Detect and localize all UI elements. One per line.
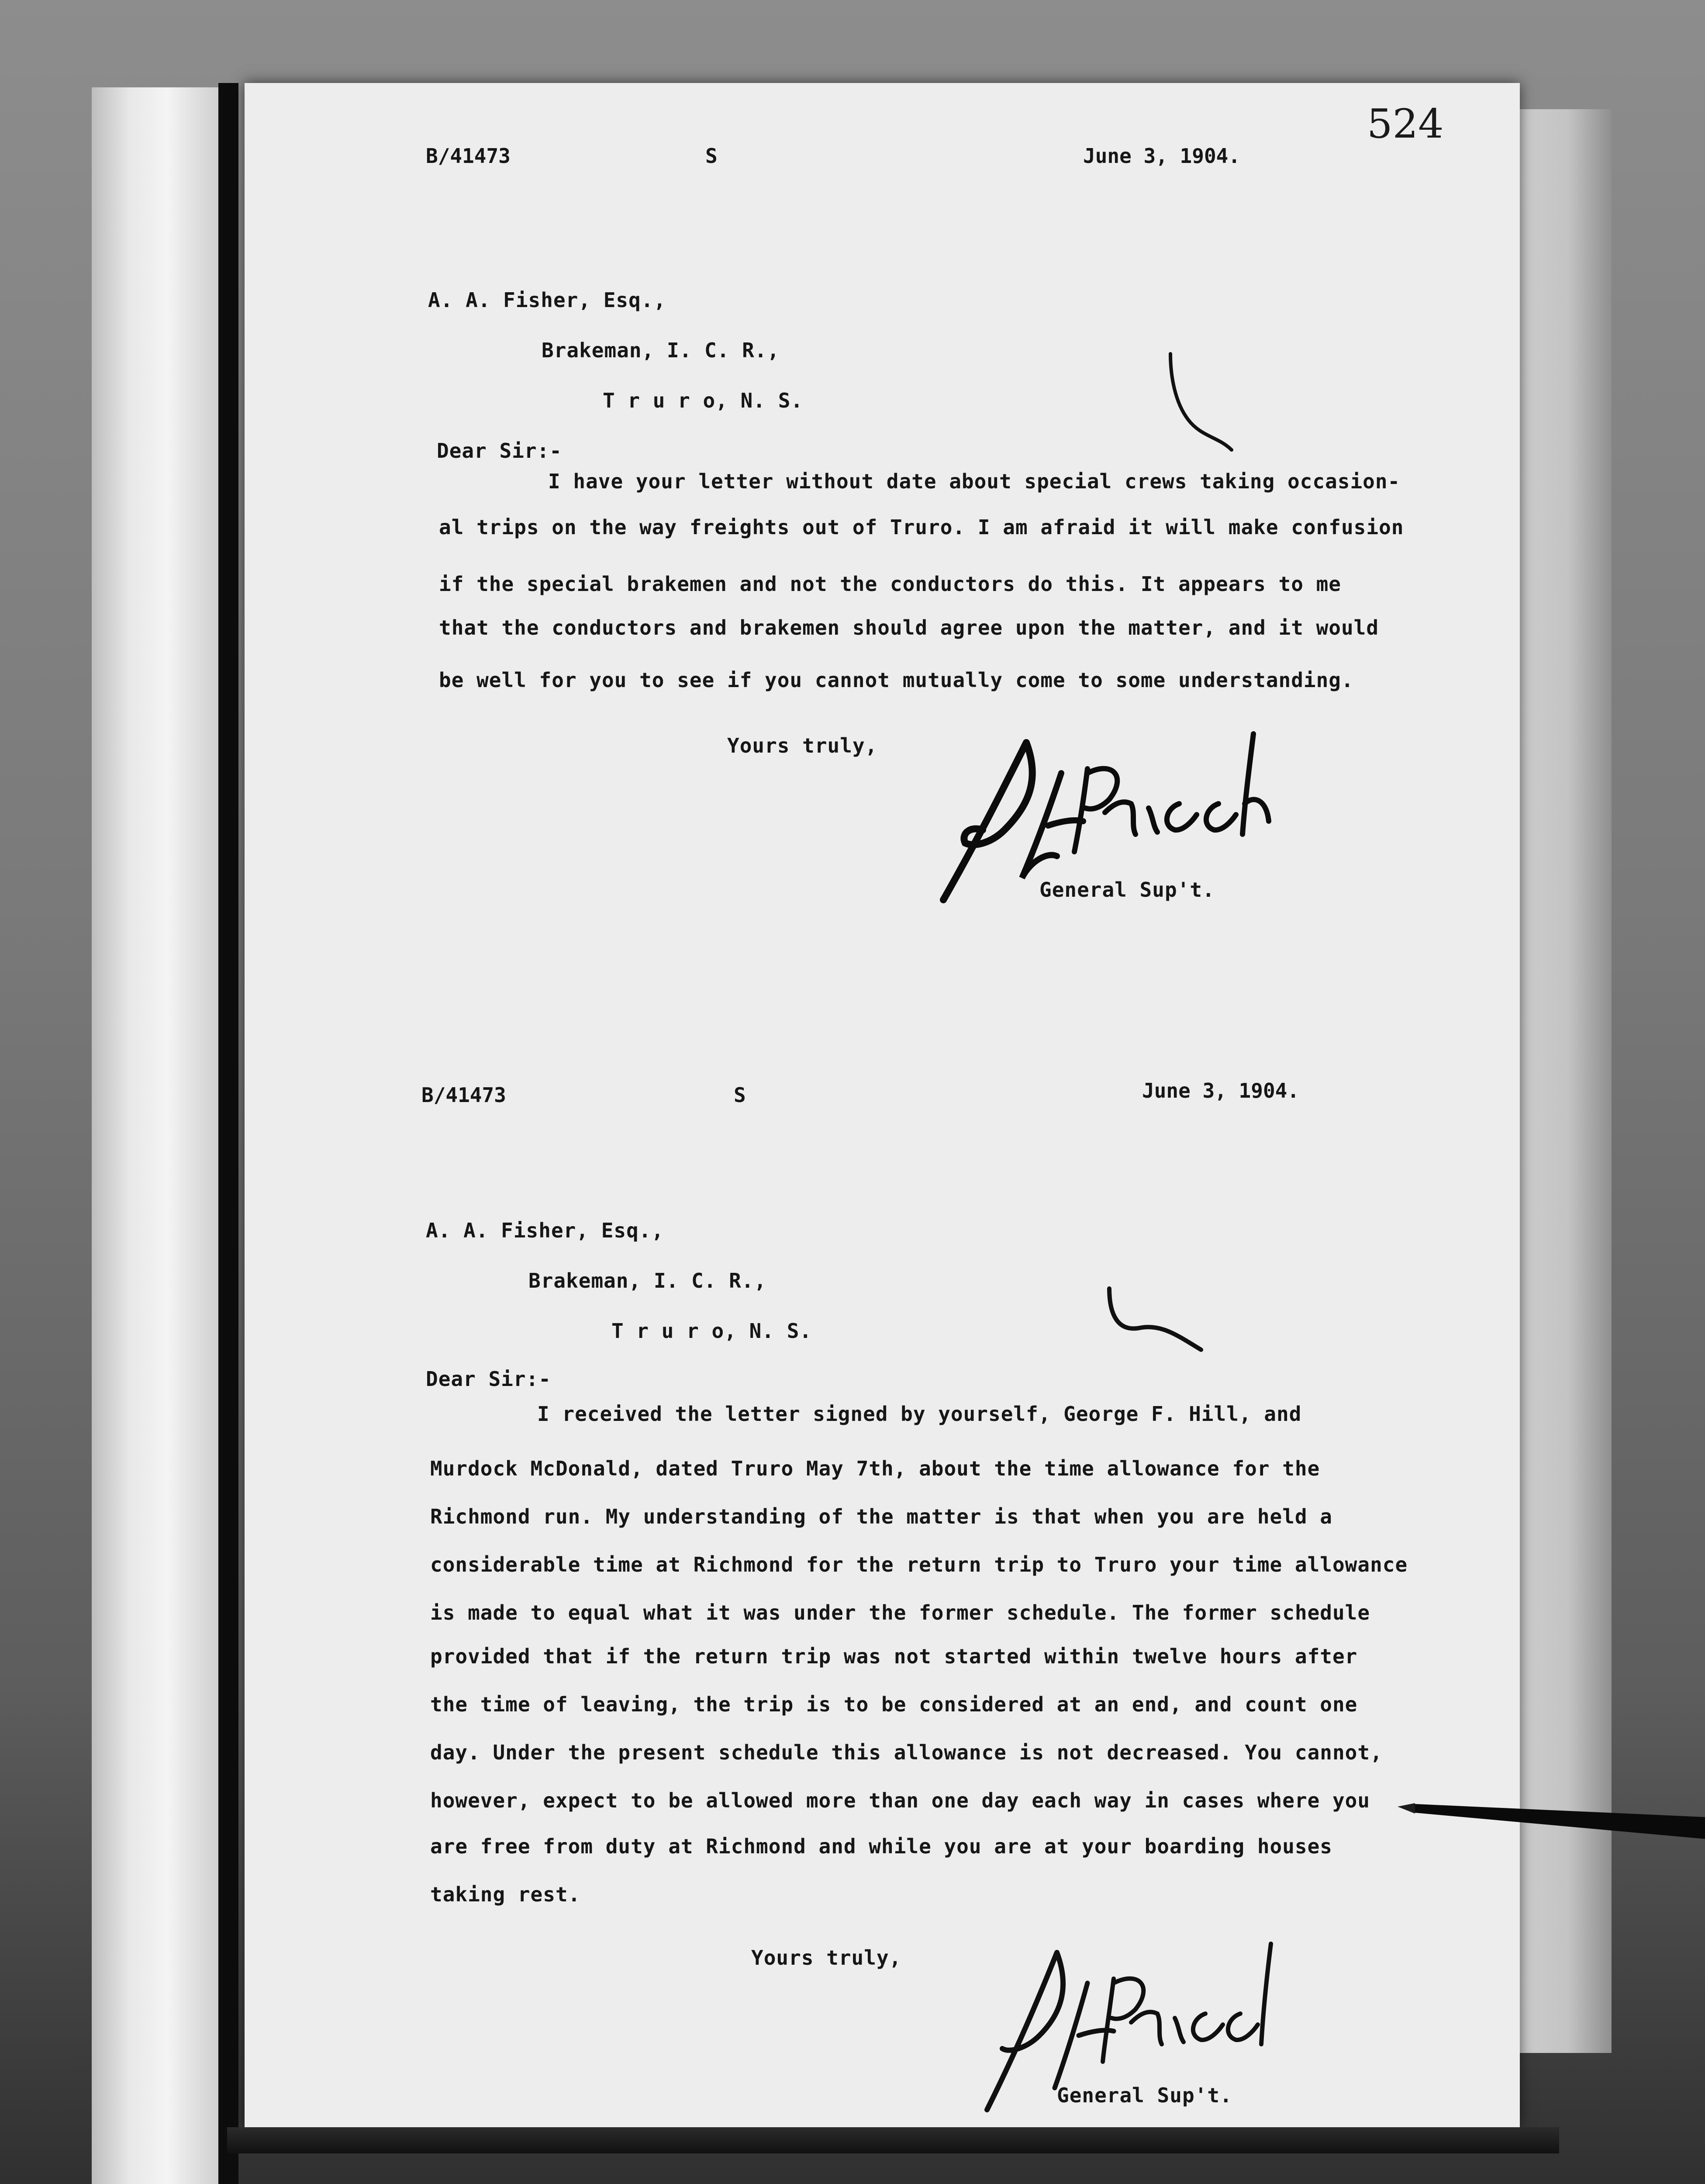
letter1-body-line: that the conductors and brakemen should agree upon the matter, and it would (439, 616, 1379, 639)
letter2-body-line: I received the letter signed by yourself, George F. Hill, and (537, 1402, 1302, 1426)
letter2-addressee-role: Brakeman, I. C. R., (528, 1269, 767, 1292)
letter2-date: June 3, 1904. (1142, 1079, 1300, 1102)
letter1-body-line: be well for you to see if you cannot mutually come to some understanding. (439, 668, 1354, 692)
letter1-title: General Sup't. (1039, 878, 1215, 902)
letter1-body-line: al trips on the way freights out of Truro. I am afraid it will make confusion (439, 515, 1404, 539)
letter1-addressee-role: Brakeman, I. C. R., (542, 339, 780, 362)
pencil-mark (1162, 349, 1249, 463)
letter2-body-line: Murdock McDonald, dated Truro May 7th, about the time allowance for the (430, 1457, 1320, 1480)
letter2-addressee-name: A. A. Fisher, Esq., (426, 1219, 664, 1242)
letter2-body-line: considerable time at Richmond for the return trip to Truro your time allowance (430, 1553, 1408, 1576)
letter1-file-ref: B/41473 (426, 144, 511, 168)
letter2-body-line: however, expect to be allowed more than one day each way in cases where you (430, 1789, 1370, 1812)
pencil-mark (1101, 1280, 1223, 1354)
letter1-body-line: I have your letter without date about special crews taking occasion- (548, 470, 1401, 493)
letter2-title: General Sup't. (1057, 2084, 1232, 2107)
letter1-date: June 3, 1904. (1083, 144, 1241, 168)
letter2-file-ref: B/41473 (421, 1083, 506, 1107)
letter2-closing: Yours truly, (751, 1946, 902, 1970)
letter2-body-line: Richmond run. My understanding of the matter is that when you are held a (430, 1505, 1332, 1528)
letter2-addressee-place: T r u r o, N. S. (611, 1319, 812, 1343)
letter1-addressee-place: T r u r o, N. S. (603, 389, 804, 412)
letter1-addressee-name: A. A. Fisher, Esq., (428, 288, 666, 312)
page-shadow (227, 2127, 1559, 2153)
letter2-body-line: provided that if the return trip was not started within twelve hours after (430, 1645, 1358, 1668)
letter2-body-line: taking rest. (430, 1883, 581, 1906)
letter2-body-line: the time of leaving, the trip is to be considered at an end, and count one (430, 1693, 1358, 1716)
letter2-body-line: day. Under the present schedule this allowance is not decreased. You cannot, (430, 1741, 1383, 1764)
letter1-mark: S (705, 144, 718, 168)
page-number: 524 (1367, 100, 1444, 147)
letter1-salutation: Dear Sir:- (437, 439, 562, 463)
letter2-mark: S (734, 1083, 746, 1107)
letter1-body-line: if the special brakemen and not the conductors do this. It appears to me (439, 572, 1341, 596)
book-spine (92, 87, 218, 2184)
spine-gap (218, 83, 238, 2184)
pen (1398, 1787, 1705, 1848)
letter2-salutation: Dear Sir:- (426, 1367, 551, 1391)
letter1-closing: Yours truly, (727, 734, 878, 757)
letter2-body-line: are free from duty at Richmond and while you are at your boarding houses (430, 1835, 1332, 1858)
letter2-body-line: is made to equal what it was under the former schedule. The former schedule (430, 1601, 1370, 1624)
